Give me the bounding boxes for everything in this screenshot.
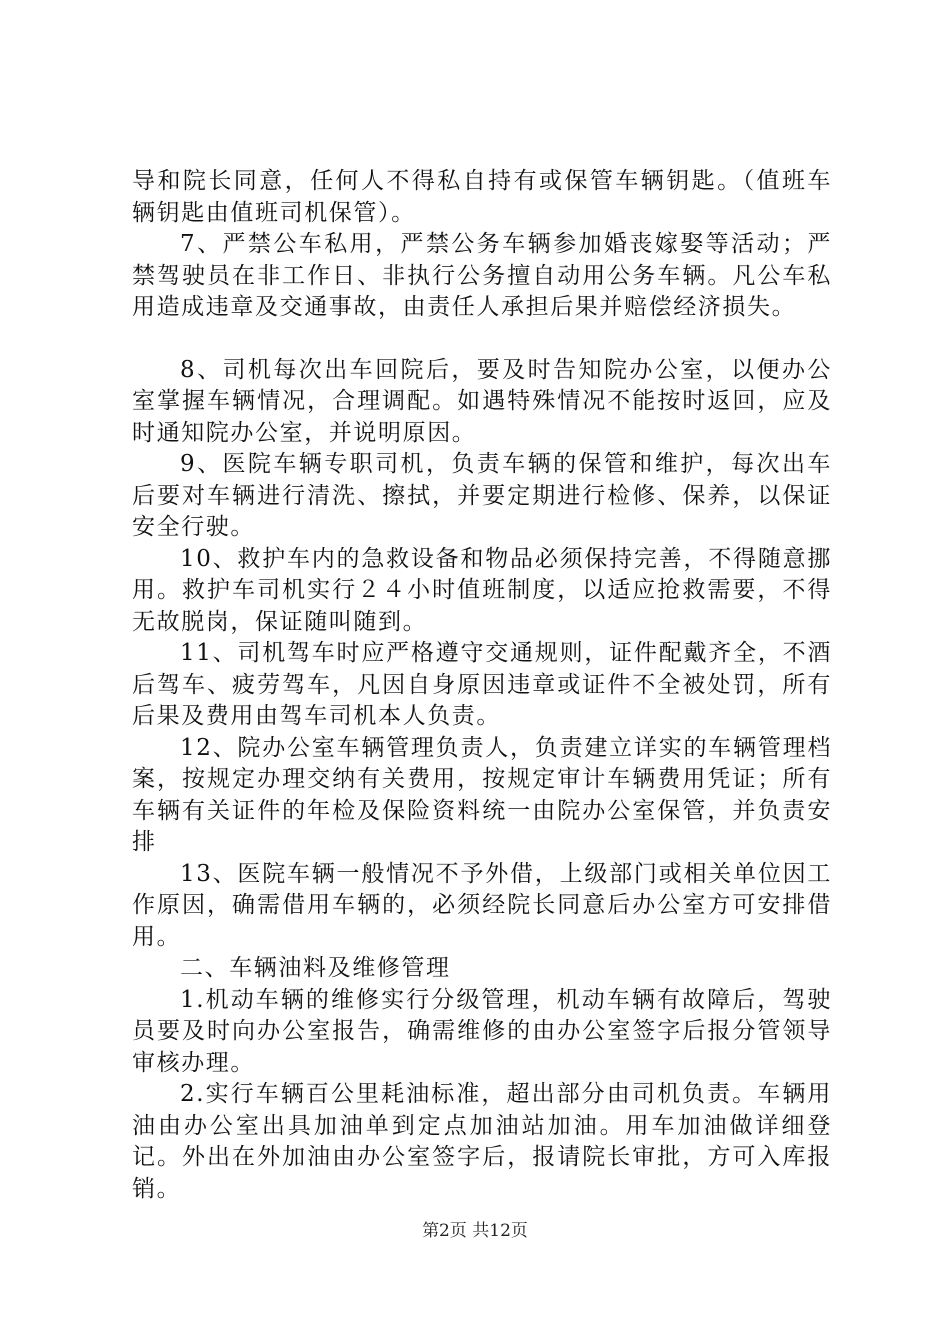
paragraph-item-7: 7、严禁公车私用，严禁公务车辆参加婚丧嫁娶等活动；严禁驾驶员在非工作日、非执行公务擅自动用公务车辆。凡公车私用造成违章及交通事故，由责任人承担后果并赔偿经济损失。 bbox=[132, 231, 832, 320]
paragraph-item-12: 12、院办公室车辆管理负责人，负责建立详实的车辆管理档案，按规定办理交纳有关费用，按规定审计车辆费用凭证；所有车辆有关证件的年检及保险资料统一由院办公室保管，并负责安排 bbox=[132, 734, 832, 855]
paragraph-subitem-1: 1.机动车辆的维修实行分级管理，机动车辆有故障后，驾驶员要及时向办公室报告，确需维修的由办公室签字后报分管领导审核办理。 bbox=[132, 986, 832, 1076]
paragraph-item-11: 11、司机驾车时应严格遵守交通规则，证件配戴齐全，不酒后驾车、疲劳驾车，凡因自身原因违章或证件不全被处罚，所有后果及费用由驾车司机本人负责。 bbox=[132, 640, 832, 729]
paragraph-subitem-2: 2.实行车辆百公里耗油标准，超出部分由司机负责。车辆用油由办公室出具加油单到定点加油站加油。用车加油做详细登记。外出在外加油由办公室签字后，报请院长审批，方可入库报销。 bbox=[132, 1081, 832, 1202]
paragraph-item-13: 13、医院车辆一般情况不予外借，上级部门或相关单位因工作原因，确需借用车辆的，必须经院长同意后办公室方可安排借用。 bbox=[132, 860, 832, 950]
page-number-footer: 第2页 共12页 bbox=[422, 1221, 528, 1241]
paragraph-continuation: 导和院长同意，任何人不得私自持有或保管车辆钥匙。（值班车辆钥匙由值班司机保管）。 bbox=[132, 168, 832, 226]
paragraph-item-9: 9、医院车辆专职司机，负责车辆的保管和维护，每次出车后要对车辆进行清洗、擦拭，并要定期进行检修、保养，以保证安全行驶。 bbox=[132, 451, 832, 540]
section-heading: 二、车辆油料及维修管理 bbox=[180, 955, 451, 981]
document-body bbox=[132, 166, 832, 1205]
paragraph-item-8: 8、司机每次出车回院后，要及时告知院办公室，以便办公室掌握车辆情况，合理调配。如遇特殊情况不能按时返回，应及时通知院办公室，并说明原因。 bbox=[132, 356, 832, 446]
blank-line bbox=[132, 324, 832, 355]
paragraph-item-10: 10、救护车内的急救设备和物品必须保持完善，不得随意挪用。救护车司机实行２４小时值班制度，以适应抢救需要，不得无故脱岗，保证随叫随到。 bbox=[132, 545, 832, 635]
